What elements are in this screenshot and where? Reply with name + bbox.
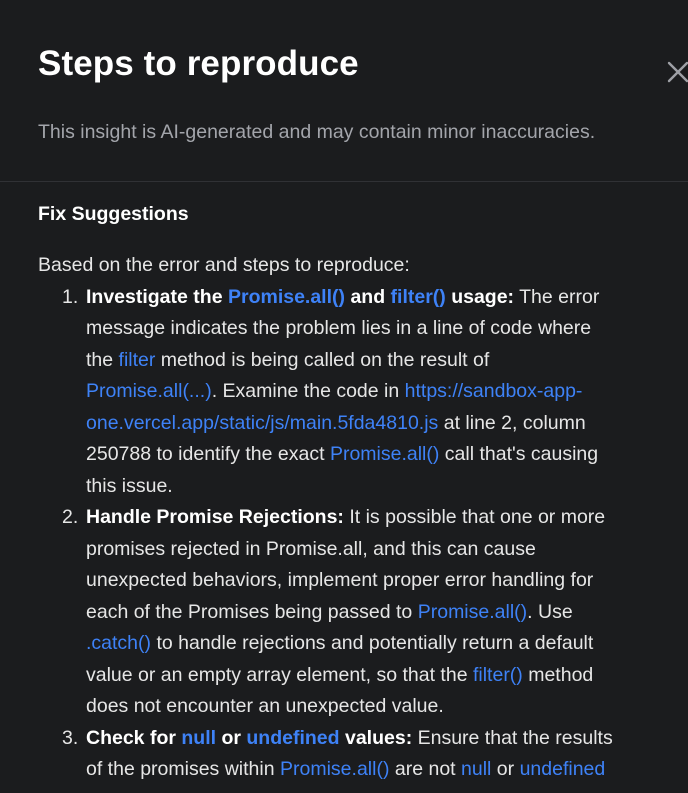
item-text: of the promises within: [86, 758, 275, 780]
code-link[interactable]: null: [181, 726, 217, 749]
item-text: message indicates the problem lies in a line of code where: [86, 317, 592, 339]
item-text: at line 2, column: [443, 411, 586, 434]
item-number: 2.: [62, 506, 79, 528]
code-link[interactable]: .catch(): [86, 632, 152, 654]
item-text: 250788 to identify the exact: [86, 443, 325, 465]
item-title: or: [221, 726, 241, 749]
intro-text: Based on the error and steps to reproduce:: [38, 254, 410, 276]
item-text: or: [496, 758, 515, 780]
item-text: to handle rejections and potentially return a default: [156, 632, 594, 654]
item-text: The error: [519, 285, 600, 308]
item-text: promises rejected in Promise.all, and this can cause: [86, 537, 536, 560]
item-text: method: [528, 663, 594, 686]
code-link[interactable]: Promise.all(...): [86, 380, 212, 402]
code-link[interactable]: undefined: [519, 758, 606, 780]
item-text: Ensure that the results: [417, 726, 613, 749]
item-text: It is possible that one or more: [349, 506, 606, 528]
item-text: does not encounter an unexpected value.: [86, 695, 444, 717]
section-heading: Fix Suggestions: [38, 203, 189, 225]
item-title: Investigate the: [86, 285, 223, 308]
item-title: and: [350, 285, 386, 308]
item-text: call that's causing: [444, 443, 599, 465]
item-text: this issue.: [86, 474, 173, 497]
code-link[interactable]: undefined: [246, 726, 340, 749]
item-title: Check for: [86, 726, 176, 749]
item-text: unexpected behaviors, implement proper error handling for: [86, 569, 594, 591]
item-text: are not: [394, 758, 456, 780]
code-link[interactable]: null: [461, 758, 492, 780]
code-link[interactable]: filter: [118, 348, 156, 371]
item-title: values:: [344, 726, 413, 749]
suggestion-item: [38, 282, 688, 503]
item-text: each of the Promises being passed to: [86, 600, 413, 623]
item-text: the: [86, 348, 114, 371]
suggestion-item: [38, 723, 688, 786]
code-link[interactable]: filter(): [472, 663, 523, 686]
item-number: 1.: [62, 285, 79, 308]
suggestion-item: [38, 502, 688, 723]
source-url-link[interactable]: https://sandbox-app-: [404, 380, 583, 402]
code-link[interactable]: filter(): [390, 285, 446, 308]
suggestions-list: [38, 282, 688, 786]
item-text: value or an empty array element, so that the: [86, 663, 468, 686]
code-link[interactable]: Promise.all(): [280, 758, 390, 780]
source-url-link[interactable]: one.vercel.app/static/js/main.5fda4810.js: [86, 411, 439, 434]
ai-disclaimer: This insight is AI-generated and may contain minor inaccuracies.: [38, 121, 596, 143]
code-link[interactable]: Promise.all(): [417, 600, 528, 623]
item-text: . Examine the code in: [211, 380, 400, 402]
item-text: . Use: [527, 600, 573, 623]
divider: [0, 181, 688, 182]
close-icon[interactable]: [666, 60, 688, 84]
item-number: 3.: [62, 726, 79, 749]
item-title: usage:: [451, 285, 515, 308]
code-link[interactable]: Promise.all(): [329, 443, 440, 465]
dialog-title: Steps to reproduce: [38, 44, 359, 83]
code-link[interactable]: Promise.all(): [227, 285, 346, 308]
fix-suggestions-content: [38, 250, 688, 786]
item-title: Handle Promise Rejections:: [86, 506, 344, 528]
item-text: method is being called on the result of: [160, 348, 490, 371]
